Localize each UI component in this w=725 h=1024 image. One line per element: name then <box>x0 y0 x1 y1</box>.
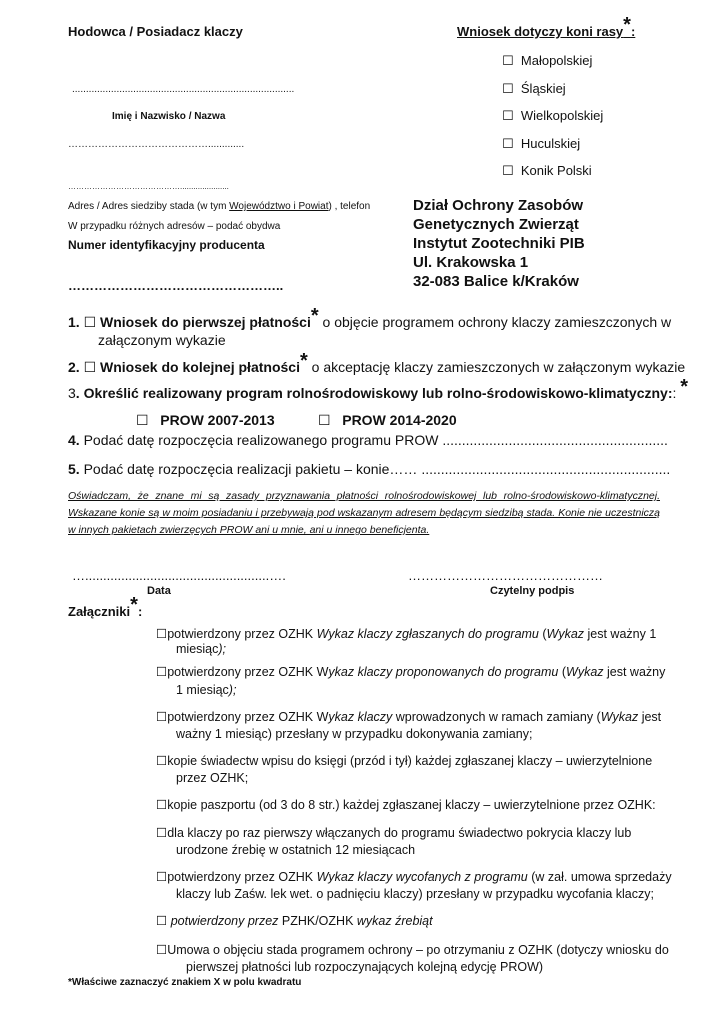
producer-id-label: Numer identyfikacyjny producenta <box>68 238 265 252</box>
item-text: o objęcie programem ochrony klaczy zamieszczonych w <box>318 314 672 330</box>
attachment-text: ( <box>538 627 547 641</box>
recipient-line: Ul. Krakowska 1 <box>413 254 529 271</box>
item-title: . Określić realizowany program rolnośrodowiskowy lub rolno-środowiskowo-klimatyczny: <box>75 385 673 401</box>
recipient-line: Instytut Zootechniki PIB <box>413 235 585 252</box>
attachment-text-italic: wykaz źrebiąt <box>356 914 433 928</box>
breed-option-huculska[interactable] <box>502 136 580 152</box>
attachment-text-italic: Wykaz <box>546 627 585 641</box>
checkbox[interactable]: ☐ <box>156 753 168 768</box>
required-star: * <box>623 14 631 36</box>
item-title: Wniosek do kolejnej płatności <box>100 359 300 375</box>
attachment-item-cont <box>176 727 532 741</box>
checkbox[interactable]: ☐ <box>502 109 514 124</box>
breed-label: Wielkopolskiej <box>520 108 604 123</box>
item-2 <box>68 350 686 376</box>
signature-label: Czytelny podpis <box>490 585 575 597</box>
item-number: 5. <box>68 461 80 477</box>
checkbox[interactable]: ☐ <box>136 413 149 429</box>
attachment-text: 1 miesiąc <box>176 683 229 697</box>
attachment-item <box>156 825 631 840</box>
item-1-cont: załączonym wykazie <box>98 332 226 348</box>
attachment-text: dla klaczy po raz pierwszy włączanych do programu świadectwo pokrycia klaczy lub <box>167 826 632 840</box>
attachment-item-cont: urodzone źrebię w ostatnich 12 miesiącach <box>176 843 416 857</box>
item-colon: : <box>672 385 677 401</box>
checkbox[interactable]: ☐ <box>83 360 97 376</box>
recipient-address <box>413 196 585 291</box>
breed-label: Śląskiej <box>520 81 566 96</box>
recipient-line: Dział Ochrony Zasobów <box>413 197 584 214</box>
multi-address-note: W przypadku różnych adresów – podać obydwa <box>68 221 281 232</box>
attachments-label <box>68 594 143 619</box>
checkbox[interactable]: ☐ <box>156 913 168 928</box>
recipient-line: 32-083 Balice k/Kraków <box>413 273 579 290</box>
checkbox[interactable]: ☐ <box>156 626 168 641</box>
item-text: Podać datę rozpoczęcia realizowanego programu PROW .......................................................... <box>79 432 668 448</box>
attachment-item <box>156 709 661 724</box>
required-star: * <box>299 350 308 372</box>
breed-option-malopolska[interactable] <box>502 53 592 69</box>
attachment-text: (w zał. umowa sprzedaży <box>527 870 672 884</box>
item-text: Podać datę rozpoczęcia realizacji pakietu – konie…… ................................................................ <box>79 461 671 477</box>
date-label: Data <box>147 585 171 597</box>
attachment-text: potwierdzony przez OZHK W <box>167 710 329 724</box>
checkbox[interactable]: ☐ <box>156 869 168 884</box>
declaration: Oświadczam, że znane mi są zasady przyznawania płatności rolnośrodowiskowej lub rolno-środowiskowo-klimatycznej. Wskazane konie są w moim posiadaniu i przebywają pod wskazanym adresem będącym siedzibą stada. Konie nie uczestniczą w innych pakietach zwierzęcych PROW ani u mnie, ani u innego beneficjenta. <box>68 490 660 536</box>
attachment-text: Umowa o objęciu stada programem ochrony – po otrzymaniu z OZHK (dotyczy wniosku do <box>167 943 669 957</box>
item-1 <box>68 305 672 331</box>
breed-header <box>457 14 636 39</box>
checkbox[interactable]: ☐ <box>156 825 168 840</box>
attachment-text-italic: Wykaz klaczy zgłaszanych do programu <box>316 627 539 641</box>
attachment-text-italic: Wykaz <box>600 710 639 724</box>
address-label-underlined: Województwo i Powiat <box>229 201 329 212</box>
prow-2014-option[interactable] <box>318 412 457 429</box>
item-text: o akceptację klaczy zamieszczonych w załączonym wykazie <box>307 359 686 375</box>
attachment-text-italic: ); <box>218 642 227 656</box>
item-4[interactable] <box>68 432 668 448</box>
attachment-text: ) przesłany w przypadku dokonywania zamiany; <box>267 727 533 741</box>
attachment-item-cont <box>176 683 236 697</box>
checkbox[interactable]: ☐ <box>156 664 168 679</box>
checkbox[interactable]: ☐ <box>502 137 514 152</box>
address-label-prefix: Adres / Adres siedziby stada (w tym <box>68 201 230 212</box>
attachment-text-italic: ykaz klaczy proponowanych do programu <box>328 665 559 679</box>
breed-header-colon: : <box>630 24 636 39</box>
required-star: * <box>130 594 138 616</box>
date-field[interactable]: …...................................................…. <box>72 568 286 583</box>
address-line-2[interactable]: ……………………………………...................... <box>68 182 229 191</box>
attachment-item <box>156 753 652 768</box>
attachment-item-cont: klaczy lub Zaśw. lek wet. o padnięciu klaczy) przesłany w przypadku wycofania klaczy; <box>176 887 654 901</box>
required-star: * <box>310 305 319 327</box>
signature-field[interactable]: ……………………………………… <box>408 568 603 583</box>
attachment-text: potwierdzony przez OZHK W <box>167 665 329 679</box>
attachment-item <box>156 942 669 957</box>
breed-header-text: Wniosek dotyczy koni rasy <box>457 24 624 39</box>
attachment-item <box>156 797 656 812</box>
attachment-text-italic: Wykaz <box>566 665 604 679</box>
attachment-text-italic: ykaz klaczy <box>328 710 393 724</box>
attachment-text: potwierdzony przez OZHK <box>167 627 317 641</box>
attachment-text: PZHK/OZHK <box>281 914 357 928</box>
owner-name-line[interactable]: ................................................................................ <box>72 84 295 95</box>
attachment-text: kopie paszportu (od 3 do 8 str.) każdej zgłaszanej klaczy – uwierzytelnione przez OZHK: <box>167 798 656 812</box>
address-label <box>68 201 370 212</box>
item-number: 1. <box>68 314 80 330</box>
item-title: Wniosek do pierwszej płatności <box>100 314 311 330</box>
producer-id-field[interactable]: ………………………………………….. <box>68 278 284 293</box>
attachment-text-italic: ); <box>228 683 237 697</box>
attachment-text: miesiąc <box>176 642 219 656</box>
attachment-item-cont: przez OZHK; <box>176 771 249 785</box>
name-label: Imię i Nazwisko / Nazwa <box>112 111 226 122</box>
item-3 <box>68 376 689 401</box>
item-number: 2. <box>68 359 80 375</box>
item-number: 3 <box>68 385 76 401</box>
breed-label: Małopolskiej <box>520 53 593 68</box>
checkbox[interactable]: ☐ <box>502 82 514 97</box>
attachment-text: ( <box>558 665 567 679</box>
prow-label: PROW 2007-2013 <box>160 412 275 428</box>
attachment-item <box>156 626 656 641</box>
attachment-item <box>156 913 433 928</box>
breed-label: Huculskiej <box>520 136 581 151</box>
required-star: * <box>680 376 689 398</box>
prow-2007-option[interactable] <box>136 412 275 429</box>
breed-label: Konik Polski <box>520 163 592 178</box>
recipient-line: Genetycznych Zwierząt <box>413 216 579 233</box>
attachments-title: Załączniki <box>68 604 131 619</box>
checkbox[interactable]: ☐ <box>502 54 514 69</box>
checkbox[interactable]: ☐ <box>156 942 168 957</box>
prow-label: PROW 2014-2020 <box>342 412 457 428</box>
breed-option-wielkopolska[interactable] <box>502 108 603 124</box>
checkbox[interactable]: ☐ <box>318 413 331 429</box>
attachment-item-cont: pierwszej płatności lub rozpoczynających kolejną edycję PROW) <box>186 960 544 974</box>
checkbox[interactable]: ☐ <box>502 164 514 179</box>
breed-option-slaska[interactable] <box>502 81 566 97</box>
attachment-text: jest <box>638 710 662 724</box>
attachment-text: potwierdzony przez OZHK <box>167 870 317 884</box>
item-number: 4. <box>68 432 80 448</box>
checkbox[interactable]: ☐ <box>83 315 97 331</box>
attachment-text: kopie świadectw wpisu do księgi (przód i tył) każdej zgłaszanej klaczy – uwierzytelnione <box>167 754 653 768</box>
attachment-text-italic: potwierdzony przez <box>170 914 282 928</box>
address-label-suffix: ) , telefon <box>328 201 371 212</box>
address-line-1[interactable]: ……………………………………............. <box>68 139 245 150</box>
owner-header: Hodowca / Posiadacz klaczy <box>68 24 243 39</box>
attachment-text: jest ważny 1 <box>584 627 657 641</box>
checkbox[interactable]: ☐ <box>156 709 168 724</box>
attachment-item <box>156 664 665 679</box>
attachment-text-italic: Wykaz klaczy wycofanych z programu <box>316 870 528 884</box>
attachment-text: wprowadzonych w ramach zamiany ( <box>392 710 601 724</box>
item-5[interactable] <box>68 461 670 477</box>
breed-option-konik[interactable] <box>502 163 592 179</box>
footnote: *Właściwe zaznaczyć znakiem X w polu kwadratu <box>68 977 302 988</box>
checkbox[interactable]: ☐ <box>156 797 168 812</box>
attachment-item-cont <box>176 642 226 656</box>
attachment-item <box>156 869 672 884</box>
attachments-colon: : <box>137 604 143 619</box>
attachment-text: ważny 1 miesiąc <box>176 727 268 741</box>
attachment-text: jest ważny <box>603 665 666 679</box>
